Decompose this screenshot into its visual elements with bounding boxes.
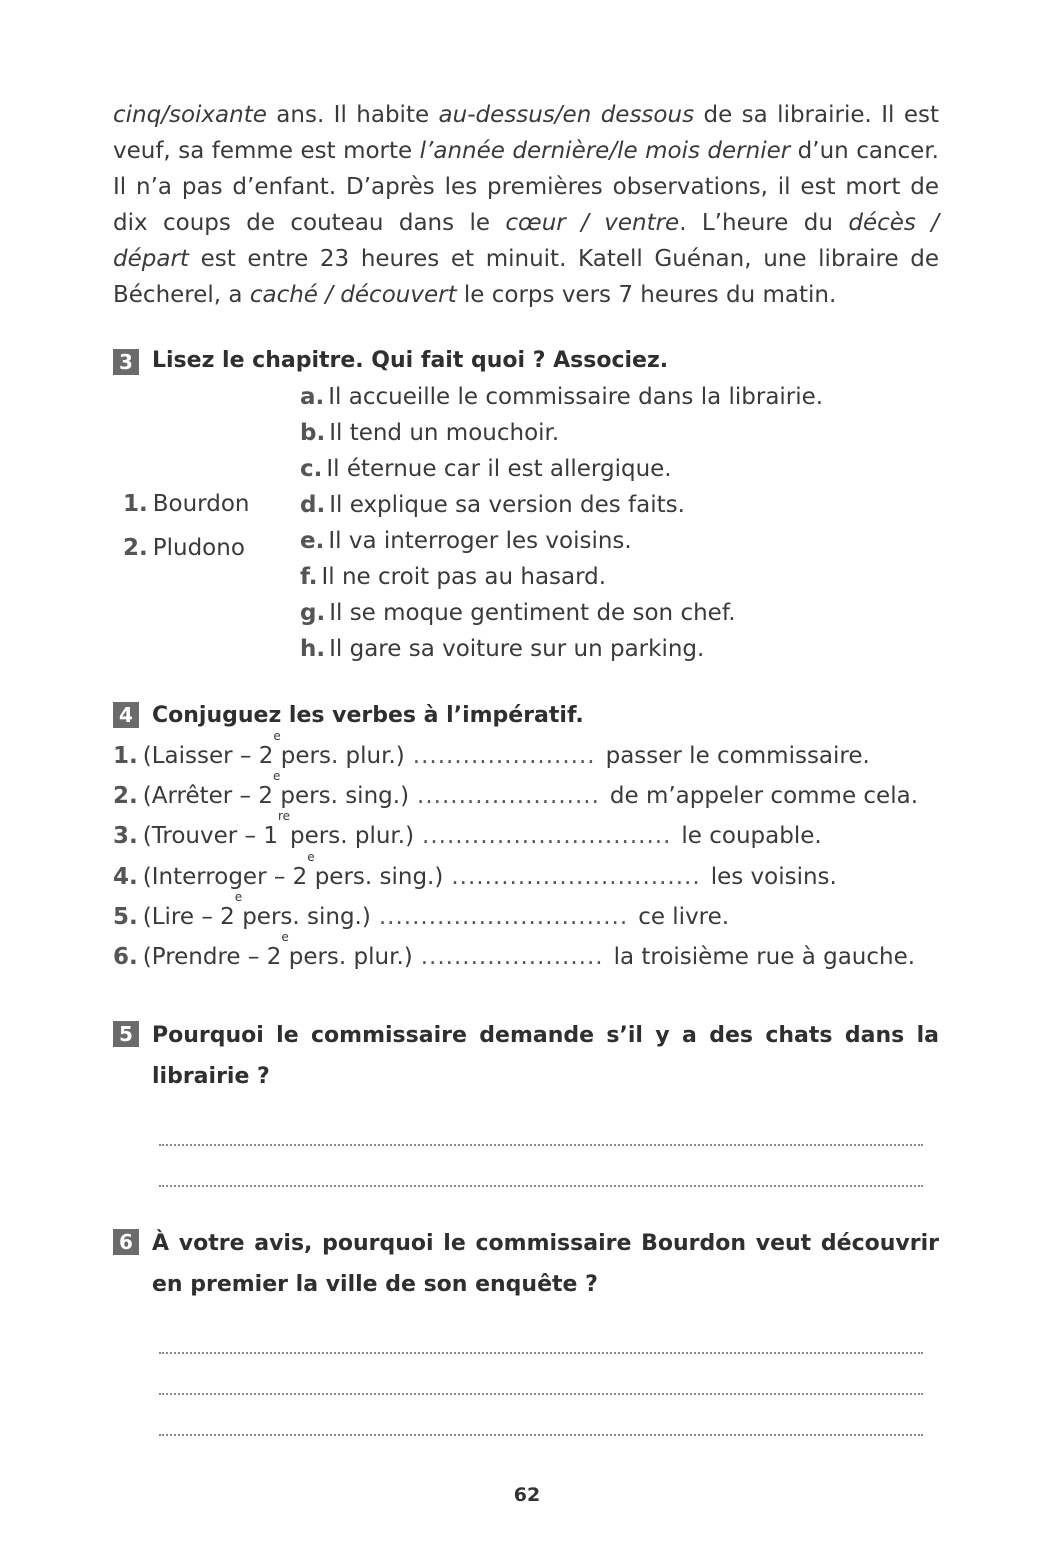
answer-blank[interactable]: ...................... xyxy=(417,783,600,810)
action-item: f. Il ne croit pas au hasard. xyxy=(300,564,607,590)
action-item: g. Il se moque gentiment de son chef. xyxy=(300,600,736,626)
answer-line[interactable] xyxy=(159,1146,923,1187)
answer-lines xyxy=(159,1313,939,1436)
intro-line: veuf, sa femme est morte l’année dernière/le mois dernier d’un cancer. xyxy=(113,138,939,164)
association-block xyxy=(113,379,939,679)
intro-line: Il n’a pas d’enfant. D’après les premières observations, il est mort de xyxy=(113,174,939,200)
action-item: d. Il explique sa version des faits. xyxy=(300,492,685,518)
conjugation-row: 5. (Lire – 2 e pers. sing.) .............................. ce livre. xyxy=(113,897,939,937)
answer-line[interactable] xyxy=(159,1354,923,1395)
conjugation-row: 1. (Laisser – 2 e pers. plur.) ...................... passer le commissaire. xyxy=(113,736,939,776)
conjugation-row: 3. (Trouver – 1 re pers. plur.) .............................. le coupable. xyxy=(113,816,939,856)
intro-paragraph xyxy=(113,97,939,313)
answer-line[interactable] xyxy=(159,1395,923,1436)
name-item: 1. Bourdon xyxy=(123,491,250,517)
action-list xyxy=(300,379,823,667)
action-item: h. Il gare sa voiture sur un parking. xyxy=(300,636,705,662)
exercise-3-title: Lisez le chapitre. Qui fait quoi ? Associez. xyxy=(152,348,669,373)
answer-line[interactable] xyxy=(159,1313,923,1354)
conjugation-row: 4. (Interroger – 2 e pers. sing.) .............................. les voisins. xyxy=(113,857,939,897)
answer-blank[interactable]: .............................. xyxy=(451,863,701,890)
exercise-number-badge: 3 xyxy=(113,349,139,375)
intro-line: Bécherel, a caché / découvert le corps vers 7 heures du matin. xyxy=(113,282,837,308)
exercise-5-heading xyxy=(113,1015,939,1097)
exercise-5-title: Pourquoi le commissaire demande s’il y a des chats dans la librairie ? xyxy=(152,1023,939,1090)
exercise-6-heading xyxy=(113,1223,939,1305)
answer-blank[interactable]: .............................. xyxy=(422,823,672,850)
conjugation-row: 6. (Prendre – 2 e pers. plur.) ...................... la troisième rue à gauche. xyxy=(113,937,939,977)
intro-line: départ est entre 23 heures et minuit. Katell Guénan, une libraire de xyxy=(113,246,939,272)
answer-lines xyxy=(159,1105,939,1187)
exercise-4 xyxy=(113,696,939,977)
exercise-6 xyxy=(113,1223,939,1436)
conjugation-list xyxy=(113,729,939,977)
name-item: 2. Pludono xyxy=(123,535,245,561)
action-item: a. Il accueille le commissaire dans la librairie. xyxy=(300,384,824,410)
exercise-3-heading xyxy=(113,343,939,379)
page-number: 62 xyxy=(513,1484,541,1506)
action-item: b. Il tend un mouchoir. xyxy=(300,420,560,446)
exercise-3 xyxy=(113,343,939,679)
conjugation-row: 2. (Arrêter – 2 e pers. sing.) ...................... de m’appeler comme cela. xyxy=(113,776,939,816)
answer-blank[interactable]: ...................... xyxy=(420,944,604,971)
answer-blank[interactable]: .............................. xyxy=(378,903,629,930)
exercise-number-badge: 4 xyxy=(113,702,139,728)
action-item: c. Il éternue car il est allergique. xyxy=(300,456,672,482)
exercise-number-badge: 5 xyxy=(113,1021,139,1047)
intro-line: dix coups de couteau dans le cœur / ventre. L’heure du décès / xyxy=(113,210,939,236)
exercise-4-heading xyxy=(113,696,939,736)
name-list xyxy=(123,482,249,570)
page-content xyxy=(113,97,939,1436)
exercise-5 xyxy=(113,1015,939,1187)
exercise-number-badge: 6 xyxy=(113,1229,139,1255)
exercise-6-title: À votre avis, pourquoi le commissaire Bourdon veut découvrir en premier la ville de son enquête ? xyxy=(152,1231,939,1298)
answer-blank[interactable]: ...................... xyxy=(412,743,596,769)
action-item: e. Il va interroger les voisins. xyxy=(300,528,632,554)
intro-line: cinq/soixante ans. Il habite au-dessus/en dessous de sa librairie. Il est xyxy=(113,102,939,128)
exercise-4-title: Conjuguez les verbes à l’impératif. xyxy=(152,703,584,728)
answer-line[interactable] xyxy=(159,1105,923,1146)
